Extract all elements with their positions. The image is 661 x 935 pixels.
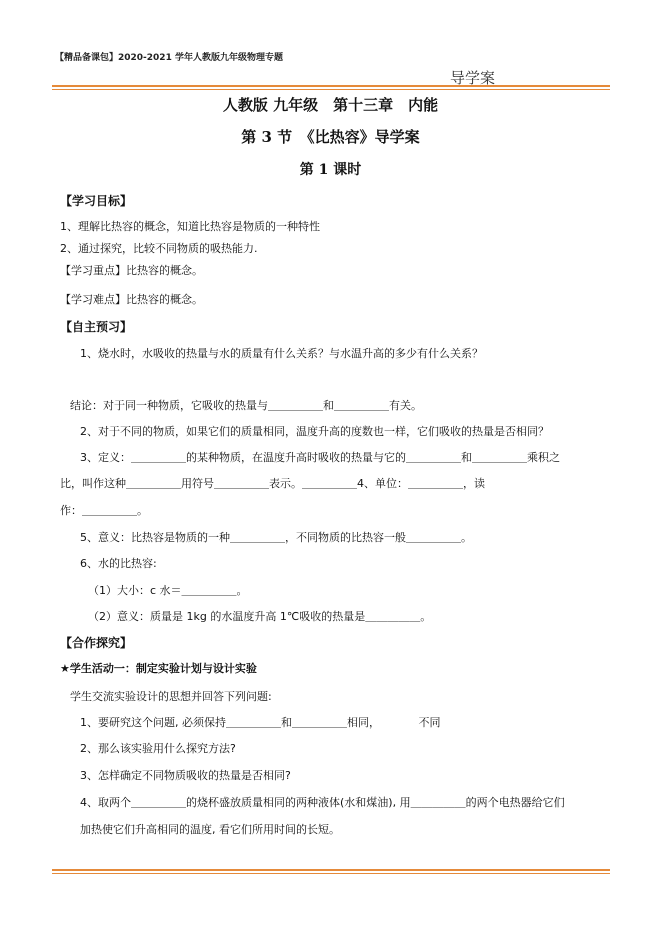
footer-divider-thin	[52, 873, 610, 874]
chapter-title: 人教版 九年级 第十三章 内能	[222, 96, 439, 114]
preview-definition-cont: 比，叫作这种＿＿＿＿＿用符号＿＿＿＿＿表示。＿＿＿＿＿4、单位：＿＿＿＿＿，读	[60, 477, 485, 490]
header-divider-thin	[52, 89, 610, 90]
preview-q1: 1、烧水时，水吸收的热量与水的质量有什么关系？与水温升高的多少有什么关系？	[80, 347, 483, 360]
preview-q2: 2、对于不同的物质，如果它们的质量相同，温度升高的度数也一样，它们吸收的热量是否相同？	[80, 425, 549, 438]
preview-meaning: 5、意义：比热容是物质的一种＿＿＿＿＿，不同物质的比热容一般＿＿＿＿＿。	[80, 531, 472, 544]
coop-q2: 2、那么该实验用什么探究方法?	[80, 742, 236, 755]
goal-2: 2、通过探究，比较不同物质的吸热能力.	[60, 242, 258, 255]
goal-1: 1、理解比热容的概念，知道比热容是物质的一种特性	[60, 220, 320, 233]
preview-read-as: 作：＿＿＿＿＿。	[60, 504, 148, 517]
preview-water-meaning: （2）意义：质量是 1kg 的水温度升高 1℃吸收的热量是＿＿＿＿＿。	[88, 610, 432, 623]
section-preview: 【自主预习】	[60, 320, 133, 334]
preview-definition: 3、定义：＿＿＿＿＿的某种物质，在温度升高时吸收的热量与它的＿＿＿＿＿和＿＿＿＿＿乘积之	[80, 451, 560, 464]
coop-q4-cont: 加热使它们升高相同的温度, 看它们所用时间的长短。	[80, 823, 340, 836]
activity-1-heading: ★学生活动一：制定实验计划与设计实验	[60, 662, 257, 675]
coop-q4: 4、取两个＿＿＿＿＿的烧杯盛放质量相同的两种液体(水和煤油), 用＿＿＿＿＿的两个电热器给它们	[80, 796, 565, 809]
preview-conclusion: 结论：对于同一种物质，它吸收的热量与＿＿＿＿＿和＿＿＿＿＿有关。	[70, 399, 422, 412]
coop-intro: 学生交流实验设计的思想并回答下列问题:	[70, 690, 272, 703]
header-divider	[52, 85, 610, 87]
section-goals: 【学习目标】	[60, 194, 133, 208]
difficult-point: 【学习难点】比热容的概念。	[60, 293, 203, 306]
coop-q3: 3、怎样确定不同物质吸收的热量是否相同?	[80, 769, 291, 782]
lesson-title: 第 1 课时	[299, 162, 362, 178]
section-title: 第 3 节 《比热容》导学案	[241, 128, 420, 146]
coop-q1: 1、要研究这个问题, 必须保持＿＿＿＿＿和＿＿＿＿＿相同， 不同	[80, 716, 441, 729]
footer-divider	[52, 869, 610, 871]
preview-water-size: （1）大小：c 水＝＿＿＿＿＿。	[88, 584, 248, 597]
key-point: 【学习重点】比热容的概念。	[60, 264, 203, 277]
preview-water-heat: 6、水的比热容:	[80, 557, 157, 570]
header-label: 导学案	[450, 69, 496, 87]
section-coop: 【合作探究】	[60, 636, 133, 650]
page-header-text: 【精品备课包】2020-2021 学年人教版九年级物理专题	[55, 53, 283, 63]
